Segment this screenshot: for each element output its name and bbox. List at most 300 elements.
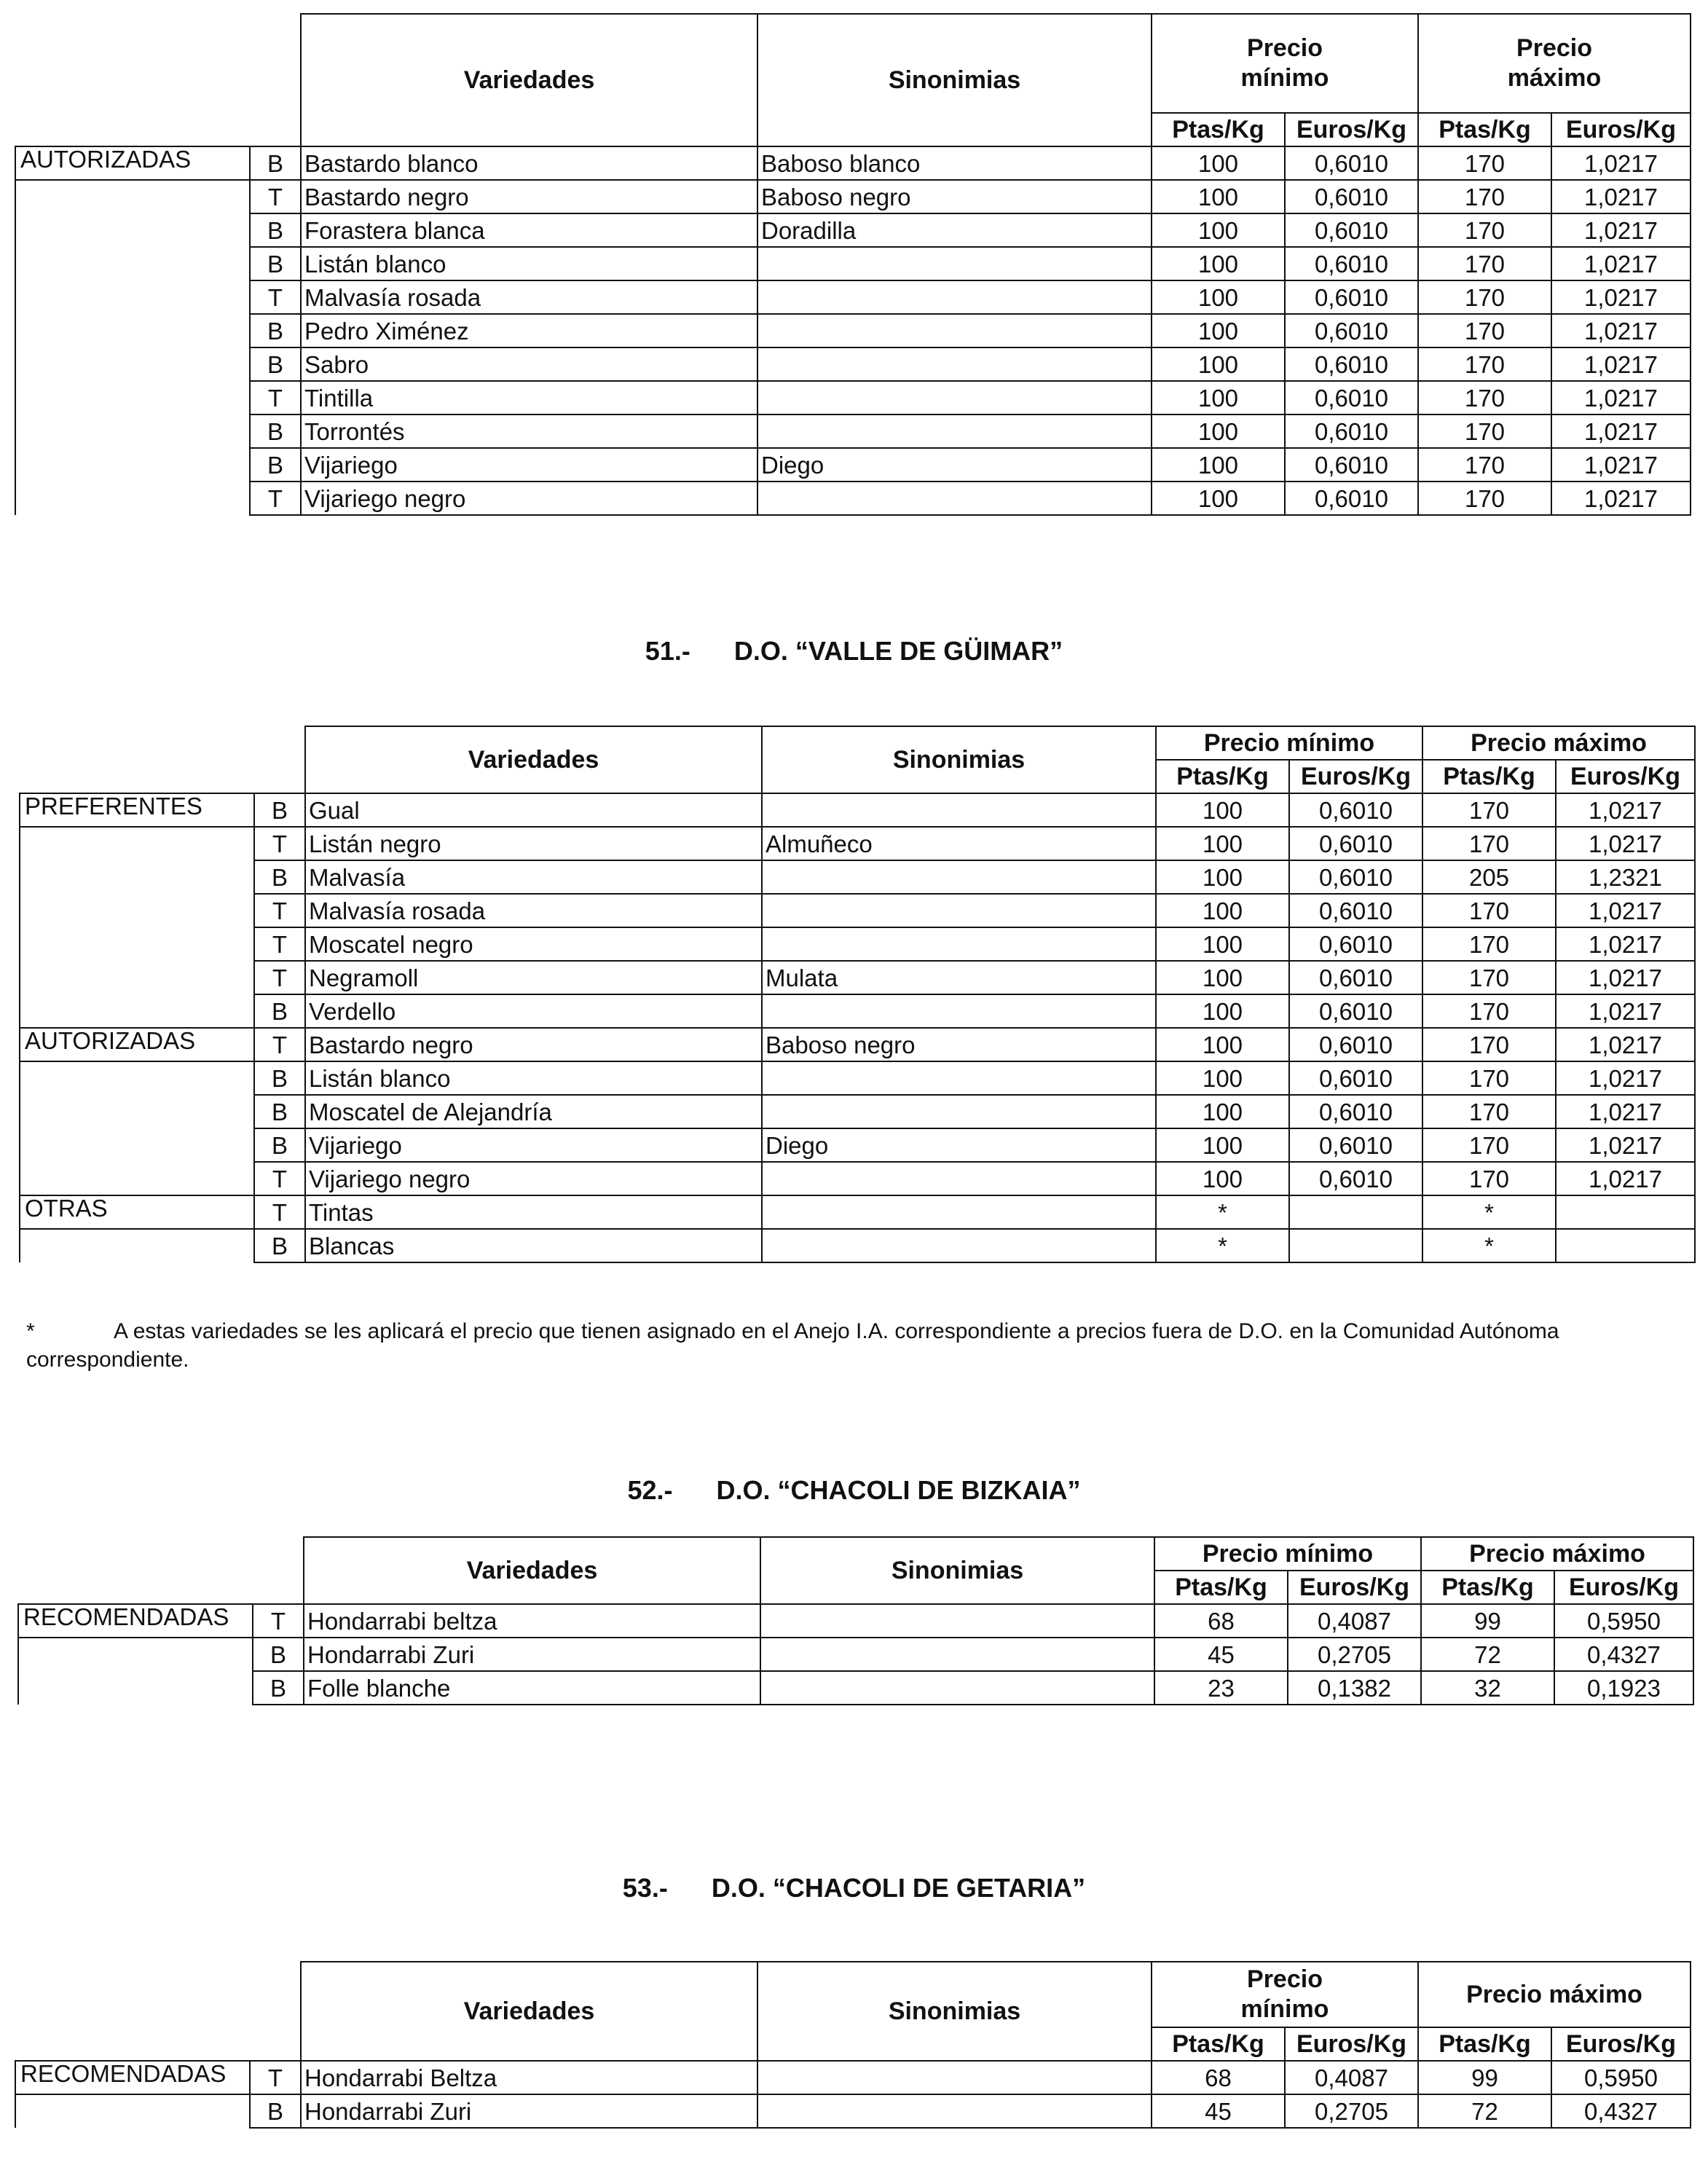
variety-name: Blancas [305,1229,762,1262]
table-row [20,827,1695,860]
price-min-euros: 0,6010 [1285,213,1418,247]
header-variedades: Variedades [305,726,762,793]
header-ptas-max: Ptas/Kg [1421,1571,1554,1604]
price-min-euros: 0,6010 [1285,414,1418,448]
header-precio-minimo: Precio mínimo [1156,726,1422,760]
price-max-euros: 1,0217 [1556,827,1695,860]
synonym [760,1638,1154,1671]
synonym: Doradilla [757,213,1152,247]
table-row [15,414,1691,448]
variety-name: Bastardo negro [305,1028,762,1061]
category-label [18,1638,253,1671]
price-max-euros: 1,0217 [1556,1061,1695,1095]
synonym: Almuñeco [762,827,1156,860]
price-max-euros: 1,2321 [1556,860,1695,894]
price-min-ptas: 100 [1156,1128,1289,1162]
category-label: OTRAS [20,1195,254,1229]
category-label [20,994,254,1028]
price-min-ptas: 100 [1156,793,1289,827]
synonym: Mulata [762,961,1156,994]
color-type: B [250,414,301,448]
variety-name: Tintilla [301,381,757,414]
price-max-ptas: 205 [1422,860,1556,894]
category-label [15,2094,250,2128]
table-row [20,894,1695,927]
header-variedades: Variedades [304,1537,760,1604]
price-max-ptas: 170 [1422,994,1556,1028]
color-type: T [254,1162,305,1195]
price-max-euros: 1,0217 [1551,247,1691,280]
price-max-ptas: 170 [1418,482,1551,515]
synonym [760,1604,1154,1638]
header-euros-max: Euros/Kg [1554,1571,1693,1604]
price-max-euros: 1,0217 [1551,213,1691,247]
price-min-euros: 0,6010 [1289,1028,1422,1061]
variety-name: Sabro [301,347,757,381]
price-max-euros: 0,4327 [1551,2094,1691,2128]
table-row [20,1061,1695,1095]
synonym [762,860,1156,894]
color-type: B [253,1671,304,1705]
price-min-euros: 0,6010 [1289,1162,1422,1195]
table-row [18,1671,1693,1705]
price-max-ptas: 170 [1418,347,1551,381]
price-min-euros: 0,6010 [1289,961,1422,994]
variety-name: Hondarrabi beltza [304,1604,760,1638]
variety-name: Moscatel de Alejandría [305,1095,762,1128]
synonym [762,1162,1156,1195]
synonym [757,247,1152,280]
price-min-ptas: 100 [1152,448,1285,482]
synonym [762,1095,1156,1128]
price-min-euros: 0,6010 [1285,146,1418,180]
header-precio-minimo: Precio mínimo [1152,14,1418,113]
price-min-ptas: 45 [1154,1638,1288,1671]
price-min-ptas: 100 [1152,347,1285,381]
footnote [26,1317,1672,1374]
synonym [760,1671,1154,1705]
table-row [20,1028,1695,1061]
category-label [20,827,254,860]
variety-name: Hondarrabi Zuri [304,1638,760,1671]
synonym [757,280,1152,314]
category-label [15,247,250,280]
variety-name: Vijariego negro [301,482,757,515]
price-min-ptas: 100 [1156,1028,1289,1061]
price-min-euros: 0,6010 [1289,1095,1422,1128]
price-max-ptas: 170 [1418,247,1551,280]
category-label [15,314,250,347]
synonym [757,347,1152,381]
price-max-ptas: 170 [1418,146,1551,180]
price-max-euros: 1,0217 [1556,994,1695,1028]
table-row [15,146,1691,180]
header-euros-max: Euros/Kg [1556,760,1695,793]
price-max-euros: 0,1923 [1554,1671,1693,1705]
color-type: T [253,1604,304,1638]
color-type: T [250,280,301,314]
price-min-euros: 0,6010 [1289,927,1422,961]
price-min-euros: 0,2705 [1285,2094,1418,2128]
price-max-ptas: 170 [1422,827,1556,860]
header-precio-maximo: Precio máximo [1421,1537,1693,1571]
variety-name: Vijariego [301,448,757,482]
header-ptas-max: Ptas/Kg [1418,2027,1551,2061]
header-sinonimias: Sinonimias [757,1962,1152,2061]
synonym [757,314,1152,347]
price-min-euros [1289,1229,1422,1262]
price-max-ptas: 170 [1418,314,1551,347]
synonym [757,2094,1152,2128]
table-row [15,247,1691,280]
price-min-ptas: 45 [1152,2094,1285,2128]
color-type: T [250,2061,301,2094]
price-max-ptas: 170 [1418,414,1551,448]
table-row [15,314,1691,347]
price-min-ptas: 100 [1156,1162,1289,1195]
color-type: B [250,146,301,180]
price-min-euros: 0,6010 [1289,793,1422,827]
synonym [762,1229,1156,1262]
synonym [762,894,1156,927]
header-variedades: Variedades [301,14,757,146]
header-ptas-min: Ptas/Kg [1154,1571,1288,1604]
price-max-euros: 1,0217 [1556,1128,1695,1162]
price-max-ptas: * [1422,1195,1556,1229]
category-label [15,347,250,381]
variety-name: Bastardo blanco [301,146,757,180]
category-label [20,860,254,894]
price-min-euros: 0,6010 [1289,894,1422,927]
header-ptas-min: Ptas/Kg [1152,2027,1285,2061]
category-label: PREFERENTES [20,793,254,827]
price-max-euros: 1,0217 [1551,314,1691,347]
color-type: B [254,860,305,894]
table-row [15,2094,1691,2128]
variety-name: Folle blanche [304,1671,760,1705]
price-min-euros: 0,4087 [1288,1604,1421,1638]
variety-name: Listán blanco [305,1061,762,1095]
price-max-ptas: 170 [1422,961,1556,994]
price-min-euros: 0,6010 [1285,482,1418,515]
price-min-euros: 0,6010 [1289,1061,1422,1095]
price-min-ptas: 100 [1152,314,1285,347]
color-type: T [250,180,301,213]
variety-name: Moscatel negro [305,927,762,961]
price-table-autorizadas [15,13,1691,516]
price-min-ptas: 23 [1154,1671,1288,1705]
variety-name: Forastera blanca [301,213,757,247]
price-max-euros: 1,0217 [1556,1162,1695,1195]
price-min-ptas: 68 [1154,1604,1288,1638]
table-row [18,1638,1693,1671]
price-max-ptas: 170 [1418,381,1551,414]
category-label [20,1095,254,1128]
category-label [20,1229,254,1262]
category-label [20,894,254,927]
price-min-ptas: 100 [1156,1061,1289,1095]
price-min-euros: 0,1382 [1288,1671,1421,1705]
color-type: T [254,961,305,994]
section-53-title [0,1873,1708,1903]
synonym [757,2061,1152,2094]
price-min-euros: 0,6010 [1285,347,1418,381]
price-max-euros: 1,0217 [1556,1028,1695,1061]
price-max-euros: 1,0217 [1551,448,1691,482]
price-min-euros: 0,6010 [1289,860,1422,894]
variety-name: Verdello [305,994,762,1028]
synonym: Baboso negro [757,180,1152,213]
price-min-euros: 0,6010 [1285,247,1418,280]
price-table-chacoli-getaria [15,1961,1691,2129]
table-row [15,448,1691,482]
section-number: 53.- [622,1873,668,1903]
price-min-ptas: 100 [1152,247,1285,280]
color-type: B [250,2094,301,2128]
table-row [15,381,1691,414]
color-type: B [254,1128,305,1162]
synonym [762,1195,1156,1229]
table-row [20,1229,1695,1262]
table-row [15,180,1691,213]
footnote-marker: * [26,1319,35,1343]
table-row [20,860,1695,894]
synonym [757,482,1152,515]
header-ptas-min: Ptas/Kg [1152,113,1285,146]
color-type: T [254,1028,305,1061]
price-min-ptas: * [1156,1195,1289,1229]
price-min-ptas: 100 [1156,994,1289,1028]
header-ptas-max: Ptas/Kg [1418,113,1551,146]
color-type: T [250,482,301,515]
price-max-ptas: 99 [1418,2061,1551,2094]
synonym [762,994,1156,1028]
price-min-ptas: * [1156,1229,1289,1262]
price-min-euros: 0,2705 [1288,1638,1421,1671]
price-min-ptas: 100 [1156,894,1289,927]
category-label [15,482,250,515]
price-max-euros [1556,1195,1695,1229]
color-type: T [254,827,305,860]
price-max-ptas: 32 [1421,1671,1554,1705]
table-row [20,1128,1695,1162]
price-min-euros: 0,6010 [1285,448,1418,482]
color-type: T [254,1195,305,1229]
price-max-euros [1556,1229,1695,1262]
price-min-euros: 0,6010 [1285,280,1418,314]
variety-name: Tintas [305,1195,762,1229]
section-heading: D.O. “VALLE DE GÜIMAR” [733,636,1063,666]
price-min-euros: 0,6010 [1289,1128,1422,1162]
table-row [15,2061,1691,2094]
synonym [757,414,1152,448]
price-max-euros: 1,0217 [1556,1095,1695,1128]
price-max-ptas: 170 [1422,1061,1556,1095]
price-min-ptas: 100 [1152,180,1285,213]
table-row [20,961,1695,994]
color-type: T [254,894,305,927]
variety-name: Pedro Ximénez [301,314,757,347]
header-euros-max: Euros/Kg [1551,113,1691,146]
price-max-ptas: 170 [1418,448,1551,482]
category-label: RECOMENDADAS [18,1604,253,1638]
color-type: T [250,381,301,414]
price-min-euros: 0,6010 [1289,994,1422,1028]
section-number: 51.- [645,636,690,666]
variety-name: Malvasía rosada [301,280,757,314]
footnote-text: A estas variedades se les aplicará el precio que tienen asignado en el Anejo I.A. correspondiente a precios fuera de D.O. en la Comunidad Autónoma correspondiente. [26,1319,1559,1372]
color-type: T [254,927,305,961]
category-label: AUTORIZADAS [15,146,250,180]
header-precio-maximo: Precio máximo [1422,726,1695,760]
category-label [20,1162,254,1195]
category-label [15,180,250,213]
header-ptas-max: Ptas/Kg [1422,760,1556,793]
color-type: B [254,1229,305,1262]
price-max-ptas: 72 [1421,1638,1554,1671]
price-max-euros: 1,0217 [1551,180,1691,213]
synonym [762,927,1156,961]
color-type: B [250,347,301,381]
variety-name: Hondarrabi Beltza [301,2061,757,2094]
price-max-euros: 1,0217 [1556,894,1695,927]
table-row [20,927,1695,961]
header-sinonimias: Sinonimias [762,726,1156,793]
variety-name: Bastardo negro [301,180,757,213]
price-min-ptas: 100 [1156,827,1289,860]
variety-name: Hondarrabi Zuri [301,2094,757,2128]
price-min-ptas: 100 [1156,860,1289,894]
color-type: B [254,793,305,827]
section-heading: D.O. “CHACOLI DE GETARIA” [711,1873,1086,1903]
price-min-ptas: 100 [1156,961,1289,994]
category-label [15,448,250,482]
color-type: B [254,994,305,1028]
section-number: 52.- [627,1475,673,1505]
price-max-ptas: 170 [1418,280,1551,314]
header-euros-min: Euros/Kg [1288,1571,1421,1604]
table-row [15,347,1691,381]
price-max-ptas: 170 [1418,180,1551,213]
variety-name: Listán blanco [301,247,757,280]
price-max-ptas: 72 [1418,2094,1551,2128]
table-row [20,1162,1695,1195]
price-max-ptas: * [1422,1229,1556,1262]
table-row [18,1604,1693,1638]
price-max-euros: 1,0217 [1551,280,1691,314]
category-label [20,961,254,994]
price-max-euros: 1,0217 [1556,793,1695,827]
variety-name: Vijariego negro [305,1162,762,1195]
price-max-ptas: 170 [1422,793,1556,827]
price-min-ptas: 100 [1152,146,1285,180]
header-precio-maximo: Precio máximo [1418,1962,1691,2027]
section-heading: D.O. “CHACOLI DE BIZKAIA” [716,1475,1081,1505]
variety-name: Listán negro [305,827,762,860]
price-min-ptas: 100 [1156,927,1289,961]
price-max-euros: 0,5950 [1554,1604,1693,1638]
header-sinonimias: Sinonimias [757,14,1152,146]
table-row [15,213,1691,247]
price-min-ptas: 100 [1152,213,1285,247]
header-euros-min: Euros/Kg [1289,760,1422,793]
price-max-euros: 1,0217 [1551,381,1691,414]
price-min-euros: 0,4087 [1285,2061,1418,2094]
color-type: B [250,448,301,482]
price-min-euros: 0,6010 [1285,381,1418,414]
price-min-euros [1289,1195,1422,1229]
header-sinonimias: Sinonimias [760,1537,1154,1604]
price-max-ptas: 170 [1422,1028,1556,1061]
price-max-euros: 1,0217 [1556,961,1695,994]
variety-name: Vijariego [305,1128,762,1162]
synonym [762,1061,1156,1095]
synonym [762,793,1156,827]
category-label [15,414,250,448]
price-min-ptas: 100 [1152,482,1285,515]
category-label [15,213,250,247]
color-type: B [254,1061,305,1095]
price-max-ptas: 170 [1422,927,1556,961]
price-max-euros: 0,4327 [1554,1638,1693,1671]
price-table-valle-de-guimar [19,726,1696,1263]
synonym: Diego [762,1128,1156,1162]
synonym: Baboso blanco [757,146,1152,180]
variety-name: Gual [305,793,762,827]
price-max-euros: 1,0217 [1551,482,1691,515]
color-type: B [250,314,301,347]
price-max-euros: 1,0217 [1556,927,1695,961]
header-euros-min: Euros/Kg [1285,2027,1418,2061]
color-type: B [254,1095,305,1128]
header-ptas-min: Ptas/Kg [1156,760,1289,793]
category-label [15,280,250,314]
price-max-ptas: 99 [1421,1604,1554,1638]
header-precio-maximo: Precio máximo [1418,14,1691,113]
section-51-title [0,636,1708,667]
category-label [20,1128,254,1162]
price-max-ptas: 170 [1418,213,1551,247]
variety-name: Malvasía rosada [305,894,762,927]
price-min-ptas: 100 [1152,381,1285,414]
price-min-euros: 0,6010 [1285,180,1418,213]
category-label: AUTORIZADAS [20,1028,254,1061]
price-table-chacoli-bizkaia [17,1536,1694,1705]
price-min-ptas: 100 [1152,280,1285,314]
color-type: B [250,247,301,280]
price-max-euros: 1,0217 [1551,146,1691,180]
header-precio-minimo: Precio mínimo [1152,1962,1418,2027]
price-min-ptas: 68 [1152,2061,1285,2094]
variety-name: Negramoll [305,961,762,994]
price-min-euros: 0,6010 [1285,314,1418,347]
price-min-euros: 0,6010 [1289,827,1422,860]
price-max-euros: 0,5950 [1551,2061,1691,2094]
color-type: B [250,213,301,247]
category-label: RECOMENDADAS [15,2061,250,2094]
price-min-ptas: 100 [1152,414,1285,448]
header-variedades: Variedades [301,1962,757,2061]
variety-name: Torrontés [301,414,757,448]
header-euros-min: Euros/Kg [1285,113,1418,146]
category-label [18,1671,253,1705]
table-row [15,482,1691,515]
section-52-title [0,1475,1708,1506]
price-max-ptas: 170 [1422,894,1556,927]
price-max-ptas: 170 [1422,1095,1556,1128]
synonym: Baboso negro [762,1028,1156,1061]
category-label [15,381,250,414]
